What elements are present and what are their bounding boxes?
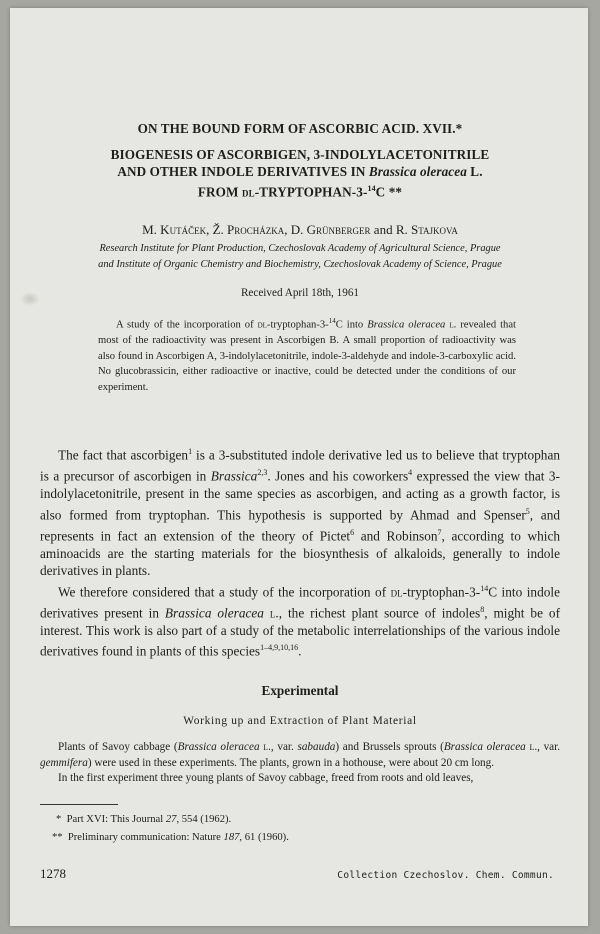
title-line-2: BIOGENESIS OF ASCORBIGEN, 3-INDOLYLACETONITRILE [110,147,490,162]
journal-name: Collection Czechoslov. Chem. Commun. [337,870,554,881]
title-line-4: FROM dl-TRYPTOPHAN-3-$^{14}$C ** [197,184,403,200]
title-line-1: ON THE BOUND FORM OF ASCORBIC ACID. XVII.* [137,121,463,136]
footnote-rule [40,804,118,805]
methods-paragraph-1: Plants of Savoy cabbage (Brassica oleracea l., var. sabauda) and Brussels sprouts (Brassica oleracea l., var. gemmifera) were used in these experiments. The plants, grown in a hothouse, were about 20 cm long. [40,741,561,769]
received-date: Received April 18th, 1961 [240,287,360,299]
footnote-1: * Part XVI: This Journal 27, 554 (1962). [56,814,232,825]
intro-paragraph-2: We therefore considered that a study of the incorporation of dl-tryptophan-3-$^{14}$C into indole derivatives present in Brassica oleracea l., the richest plant source of indoles$^8$, might be of interest. This work is also part of a study of the metabolic interrelationships of the various indole derivatives found in plants of this species$^{1-4,9,10,16}$. [40,583,561,659]
section-subheading: Working up and Extraction of Plant Material [183,715,417,727]
introduction [40,443,560,660]
abstract: A study of the incorporation of dl-tryptophan-3-$^{14}$C into Brassica oleracea l. revealed that most of the radioactivity was present in Ascorbigen B. A small proportion of radioactivity was also found in Ascorbigen A, 3-indolylacetonitrile, indole-3-aldehyde and indole-3-carboxylic acid. No glucobrassicin, either radioactive or inactive, could be detected under the conditions of our experiment. [98,317,516,393]
intro-paragraph-1: The fact that ascorbigen$^1$ is a 3-substituted indole derivative led us to believe that tryptophan is a precursor of ascorbigen in Brassica$^{2,3}$. Jones and his coworkers$^4$ expressed the view that 3-indolylacetonitrile, present in the same species as ascorbigen, and acting as a growth factor, is also formed from tryptophan. This hypothesis is supported by Ahmad and Spenser$^5$, and represents in fact an extension of the theory of Pictet$^6$ and Robinson$^7$, according to which aminoacids are the starting materials for the biosynthesis of alkaloids, generally to indole derivatives in plants. [40,447,561,579]
affiliation-line-1: Research Institute for Plant Production, Czechoslovak Academy of Agricultural Science, Prague [99,243,501,254]
title-line-3: AND OTHER INDOLE DERIVATIVES IN Brassica oleracea L. [117,164,483,179]
section-heading: Experimental [261,683,339,698]
authors: M. Kutáček, Ž. Procházka, D. Grünberger and R. Stajkova [142,222,458,237]
page-number: 1278 [40,866,66,881]
affiliation-line-2: and Institute of Organic Chemistry and Biochemistry, Czechoslovak Academy of Science, Prague [98,259,502,270]
methods-paragraph-2: In the first experiment three young plants of Savoy cabbage, freed from roots and old leaves, [58,772,474,785]
methods-text [40,740,560,787]
footnote-2: ** Preliminary communication: Nature 187, 61 (1960). [52,832,289,843]
